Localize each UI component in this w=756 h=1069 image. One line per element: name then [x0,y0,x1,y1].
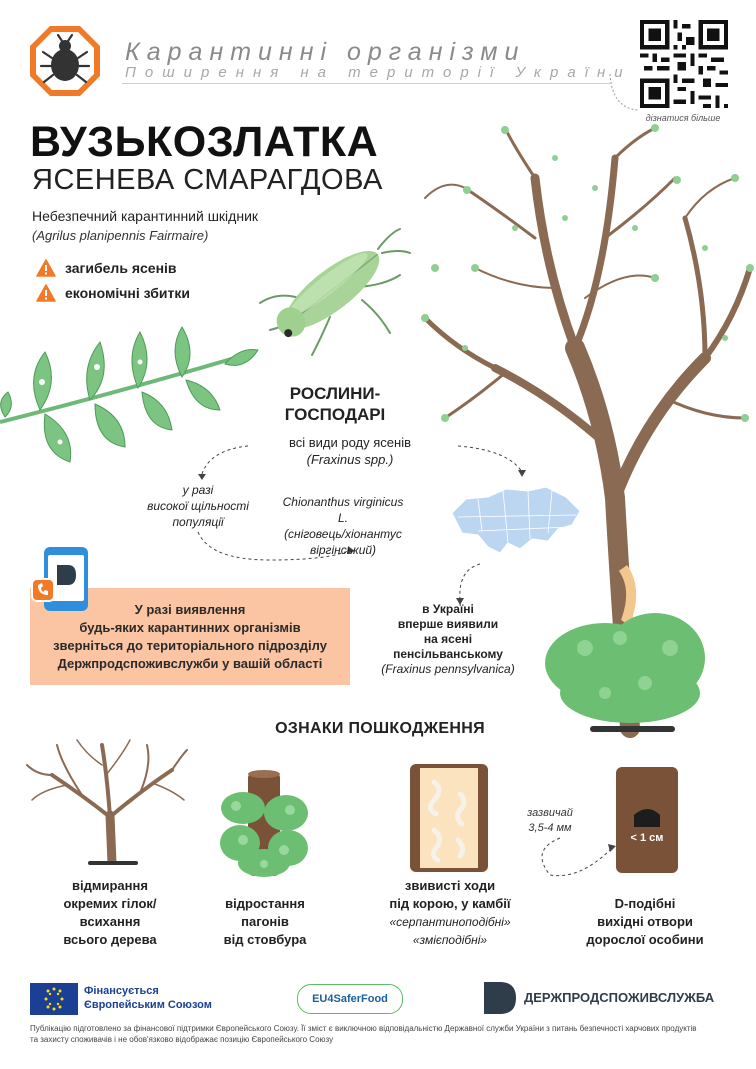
qr-arrow-icon [608,72,642,116]
eu-funding-label [84,984,212,1012]
ukraine-line: на ясені [423,632,473,646]
hosts-density-note [128,482,268,530]
contact-text [30,601,350,673]
hosts-chionanthus [278,494,408,558]
hosts-note-line: популяції [172,515,224,529]
hole-note-line: зазвичай [527,807,573,819]
pest-title: ВУЗЬКОЗЛАТКА [30,118,379,166]
sign-line: від стовбура [223,932,307,947]
hole-label: < 1 см [630,832,664,844]
hole-note-line: 3,5-4 мм [528,822,572,834]
risk-item [36,258,177,278]
signs-title: ОЗНАКИ ПОШКОДЖЕННЯ [275,720,485,737]
pest-subtitle: ЯСЕНЕВА СМАРАГДОВА [32,164,383,196]
eu-flag-icon [30,983,78,1015]
contact-line: Держпродспоживслужби у вашій області [57,656,323,671]
ukraine-line: (Fraxinus pennsylvanica) [381,662,515,676]
ukraine-finding [368,602,528,677]
sign-galleries [360,877,540,949]
galleries-illustration [408,762,490,874]
contact-line: будь-яких карантинних організмів [79,620,301,635]
disclaimer-line: Публікацію підготовлено за фінансової підтримки Європейського Союзу. Її зміст є виключною відповідальністю Державної служби України з питань безпечності харчових продуктів [30,1024,697,1033]
sign-line: пагонів [241,914,289,929]
sign-holes [570,895,720,949]
hosts-note-line: у разі [182,483,214,497]
eu4saferfood-logo-icon: EU4SaferFood [297,984,403,1014]
d-hole-illustration [612,765,682,875]
hosts-ash-latin: (Fraxinus spp.) [306,452,394,467]
hole-arrow [520,820,620,880]
sign-line: окремих гілок/ [63,896,157,911]
warning-icon [36,284,56,302]
agency-logo-icon [482,980,518,1016]
contact-line: У разі виявлення [134,602,246,617]
hosts-title [250,383,420,425]
hosts-title-line: ГОСПОДАРІ [284,405,386,424]
pest-latin-name: (Agrilus planipennis Fairmaire) [32,228,209,243]
sign-line: дорослої особини [586,932,704,947]
hosts-ash-label: всі види роду ясенів [288,435,411,450]
ukraine-line: вперше виявили [397,617,499,631]
beetle-logo-icon [28,24,102,98]
sign-shoots [205,895,325,949]
dieback-tree-illustration [22,735,192,865]
contact-line: зверніться до територіального підрозділу [53,638,327,653]
eu-funding-line: Фінансується [84,985,159,997]
sign-line: всього дерева [63,932,157,947]
agency-name: ДЕРЖПРОДСПОЖИВСЛУЖБА [524,990,715,1005]
hosts-chio-line: Chionanthus virginicus L. [282,495,404,525]
qr-caption[interactable]: дізнатися більше [645,113,721,123]
warning-icon [36,259,56,277]
sign-line: під корою, у камбії [389,896,511,911]
sign-line: «серпантиноподібні» [389,915,511,929]
disclaimer-line: та захисту споживачів і не обов'язково відображає позицію Європейського Союзу [30,1035,334,1044]
footer-disclaimer [30,1023,730,1045]
hosts-chio-line: (сніговець/хіонантус [284,527,402,541]
header-subtitle: Поширення на території України [125,64,632,81]
hosts-note-line: високої щільності [147,499,249,513]
sign-line: всихання [79,914,141,929]
qr-code-icon[interactable] [640,20,728,108]
ukraine-line: в Україні [422,602,474,616]
ukraine-map-icon [448,483,583,563]
header-divider [122,83,610,84]
sign-line: звивисті ходи [404,878,496,893]
hosts-title-line: РОСЛИНИ- [289,384,381,403]
header-title: Карантинні організми [125,38,526,66]
beetle-illustration [250,215,415,360]
eu-funding-line: Європейським Союзом [84,999,212,1011]
sign-line: відмирання [72,878,148,893]
map-arrow [448,562,488,607]
sign-line: відростання [225,896,305,911]
risk-item [36,283,190,303]
hosts-chio-line: віргінський) [309,543,377,557]
pest-description: Небезпечний карантинний шкідник [32,208,259,224]
ukraine-line: пенсільванському [393,647,503,661]
risk-label: економічні збитки [65,285,190,301]
sign-line: вихідні отвори [597,914,693,929]
sign-dieback [35,877,185,949]
sign-line: D-подібні [614,896,676,911]
risk-label: загибель ясенів [65,260,177,276]
trunk-shoots-illustration [218,768,310,878]
sign-line: «змієподібні» [412,933,488,947]
